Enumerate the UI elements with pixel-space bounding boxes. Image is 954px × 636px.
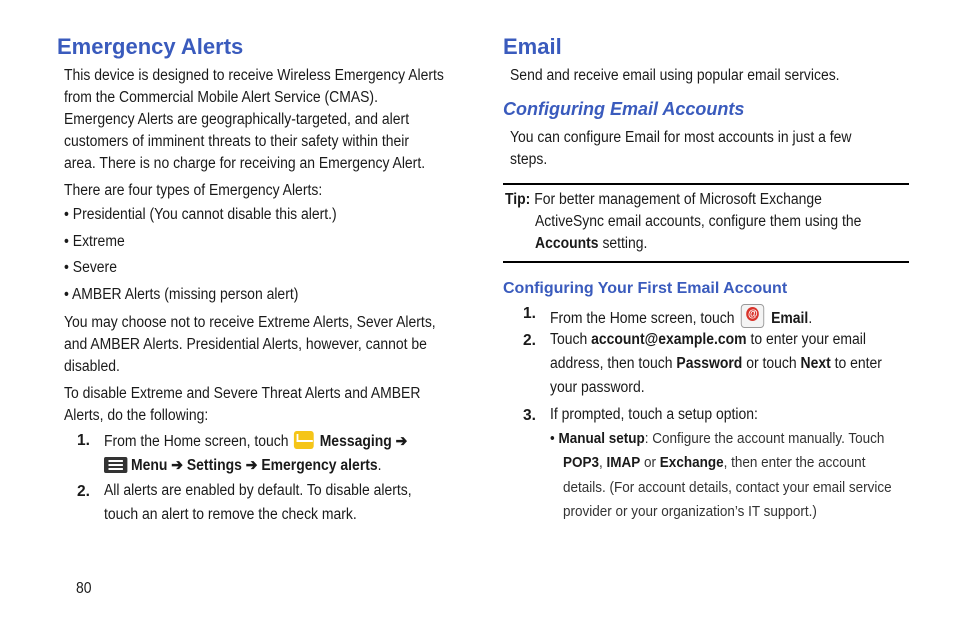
config-line: steps. — [510, 151, 548, 168]
s1-end: . — [808, 310, 813, 327]
manual-rest: : Configure the account manually. Touch — [644, 430, 885, 447]
page-number: 80 — [76, 580, 92, 597]
s2-line2c: to enter — [830, 355, 882, 372]
s1-line — [550, 304, 812, 328]
choose-line: and AMBER Alerts. Presidential Alerts, however, cannot be — [64, 336, 427, 353]
intro-line: customers of imminent threats to their safety within their — [64, 133, 410, 150]
disable-line: To disable Extreme and Severe Threat Alerts and AMBER — [64, 385, 421, 402]
email-heading: Email — [503, 34, 562, 59]
tip-bottom-rule — [503, 261, 909, 263]
messaging-label: Messaging ➔ — [319, 433, 408, 450]
menu-path: Menu ➔ Settings ➔ Emergency alerts — [131, 457, 378, 474]
manual-line3: details. (For account details, contact your email service — [563, 479, 892, 496]
step-number: 2. — [77, 483, 90, 500]
step-number: 1. — [523, 305, 536, 322]
email-app-icon — [741, 304, 764, 328]
manual-line2 — [563, 454, 865, 471]
s1-text: From the Home screen, touch — [550, 310, 735, 327]
list-item: • Severe — [64, 259, 117, 276]
choose-line: You may choose not to receive Extreme Alerts, Sever Alerts, — [64, 314, 436, 331]
configuring-email-accounts-heading: Configuring Email Accounts — [503, 99, 745, 119]
step2-line: touch an alert to remove the check mark. — [104, 506, 357, 523]
list-item: • Presidential (You cannot disable this alert.) — [64, 206, 337, 223]
emergency-alerts-heading: Emergency Alerts — [57, 34, 244, 59]
step-number: 1. — [77, 432, 90, 449]
list-item: • AMBER Alerts (missing person alert) — [64, 286, 299, 303]
disable-line: Alerts, do the following: — [64, 407, 209, 424]
email-intro: Send and receive email using popular email services. — [510, 67, 840, 84]
tip-text: For better management of Microsoft Exchange — [534, 191, 822, 208]
step2-line: All alerts are enabled by default. To disable alerts, — [104, 482, 412, 499]
first-email-account-heading: Configuring Your First Email Account — [503, 280, 788, 297]
intro-line: Emergency Alerts are geographically-targeted, and alert — [64, 111, 410, 128]
comma: , — [599, 454, 607, 471]
s2-account: account@example.com — [591, 331, 747, 348]
manual-line2-rest: , then enter the account — [723, 454, 866, 471]
or: or — [640, 454, 660, 471]
step-number: 3. — [523, 407, 536, 424]
step1-end: . — [377, 457, 382, 474]
step1-line2 — [104, 456, 382, 475]
s2-line2a: address, then touch — [550, 355, 677, 372]
imap: IMAP — [606, 454, 641, 471]
s2-next: Next — [800, 355, 831, 372]
choose-line: disabled. — [64, 358, 120, 375]
pop3: POP3 — [563, 454, 600, 471]
s2-line3: your password. — [550, 379, 645, 396]
manual-bullet: • — [550, 430, 559, 447]
tip-label: Tip: — [505, 191, 531, 208]
s2-line1 — [550, 331, 866, 349]
tip-end: setting. — [598, 235, 648, 252]
step1-line1 — [104, 431, 407, 451]
step1-text: From the Home screen, touch — [104, 433, 289, 450]
manual-line1 — [550, 430, 884, 447]
tip-accounts: Accounts — [535, 235, 599, 252]
intro-line: from the Commercial Mobile Alert Service (CMAS). — [64, 89, 378, 106]
s2-rest1: to enter your email — [746, 331, 867, 348]
alert-types-intro: There are four types of Emergency Alerts: — [64, 182, 323, 199]
s2-line2b: or touch — [742, 355, 801, 372]
intro-line: area. There is no charge for receiving an Emergency Alert. — [64, 155, 426, 172]
step-number: 2. — [523, 332, 536, 349]
manual-line4: provider or your organization’s IT support.) — [563, 503, 817, 520]
manual-label: Manual setup — [558, 430, 645, 447]
config-line: You can configure Email for most accounts in just a few — [510, 129, 852, 146]
tip-line3 — [535, 235, 647, 253]
s3-text: If prompted, touch a setup option: — [550, 406, 758, 423]
s1-email: Email — [771, 310, 809, 327]
s2-line2 — [550, 355, 882, 373]
tip-top-rule — [503, 183, 909, 185]
messaging-icon — [294, 431, 314, 449]
menu-icon — [104, 457, 127, 473]
s2-touch: Touch — [550, 331, 592, 348]
tip-line1 — [505, 191, 822, 209]
intro-line: This device is designed to receive Wireless Emergency Alerts — [64, 67, 444, 84]
exchange: Exchange — [659, 454, 724, 471]
list-item: • Extreme — [64, 233, 125, 250]
s2-password: Password — [676, 355, 743, 372]
tip-line2: ActiveSync email accounts, configure them using the — [535, 213, 862, 230]
